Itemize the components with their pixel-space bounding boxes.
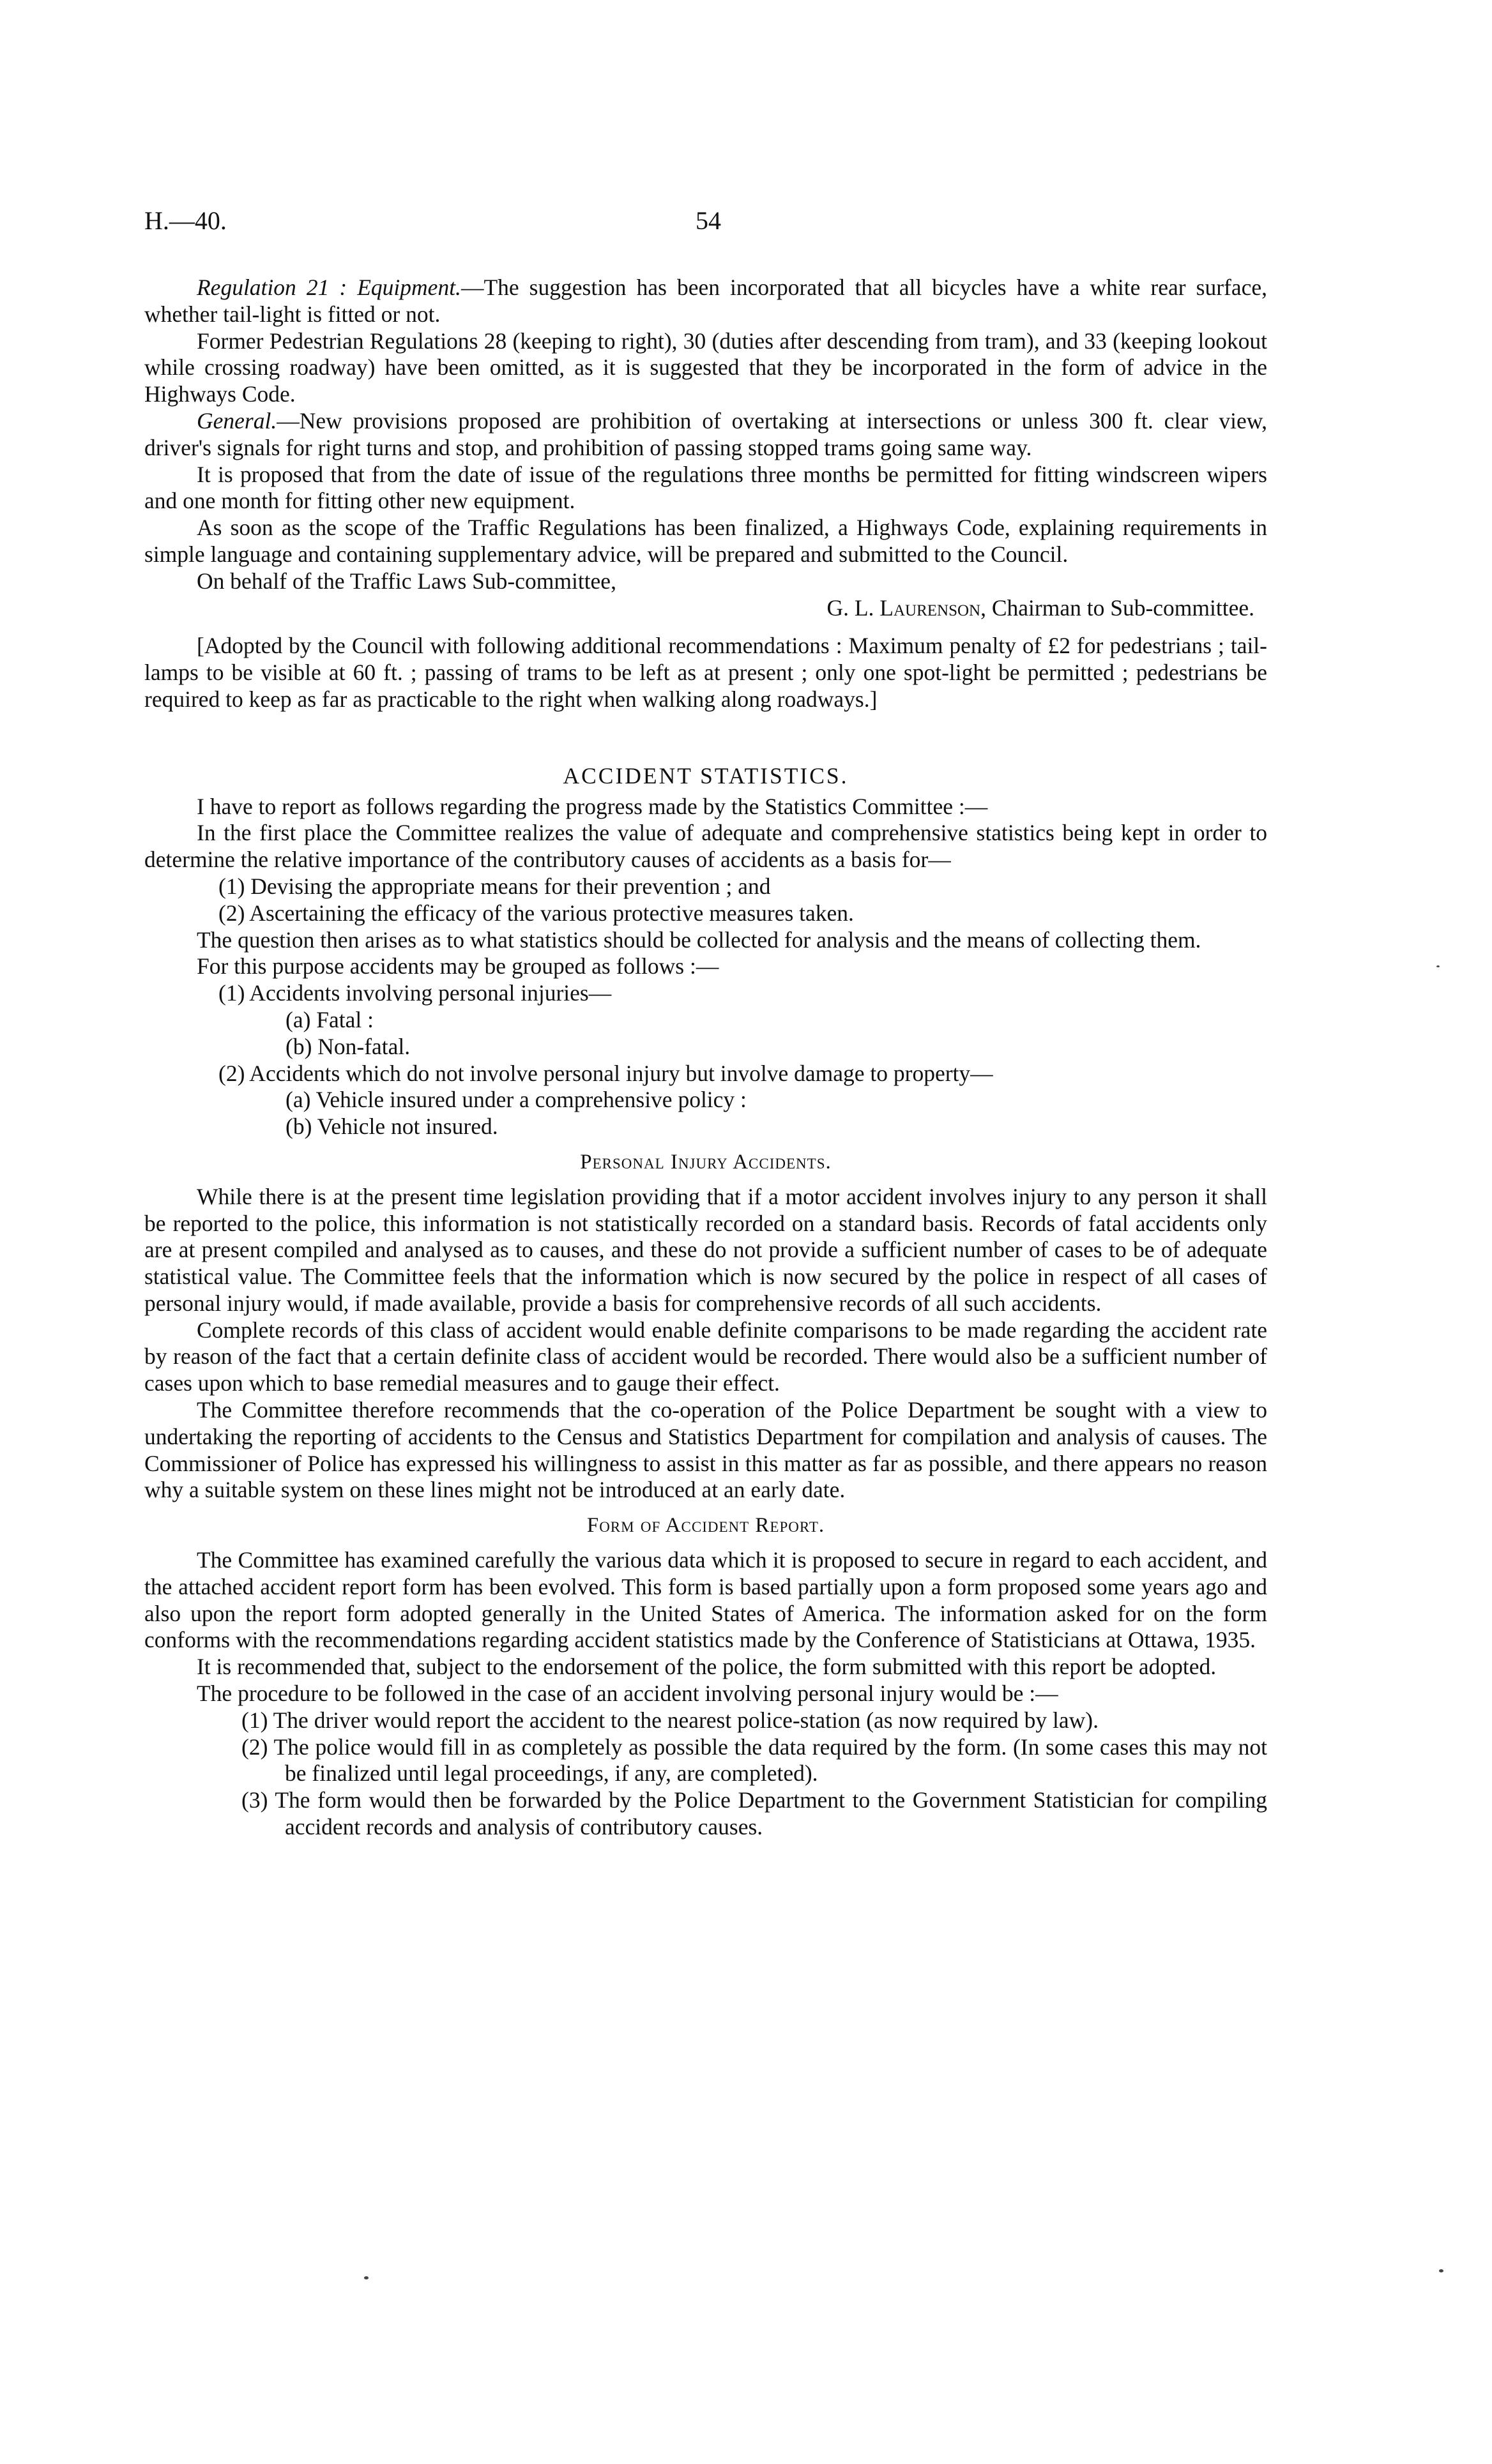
signature-title: Chairman to Sub-committee.	[991, 594, 1254, 621]
page-header	[144, 206, 1267, 244]
first-place-paragraph: In the first place the Committee realizes the value of adequate and comprehensive statistics being kept in order to determine the relative importance of the contributory causes of accidents as a basis for—	[144, 820, 1267, 873]
general-text: —New provisions proposed are prohibition of overtaking at intersections or unless 300 ft. clear view, driver's signals for right turns and stop, and prohibition of passing stopped trams going same way.	[144, 407, 1267, 460]
signature-name: G. L. Laurenson,	[826, 594, 986, 621]
group-2-a: (a) Vehicle insured under a comprehensive policy :	[285, 1087, 747, 1113]
group-1: (1) Accidents involving personal injuries—	[218, 980, 612, 1006]
regulation-21-label: Regulation 21 : Equipment.	[197, 275, 461, 300]
on-behalf-line: On behalf of the Traffic Laws Sub-committee,	[197, 568, 616, 594]
accident-statistics-heading: ACCIDENT STATISTICS.	[563, 762, 849, 789]
form-report-paragraph-3: The procedure to be followed in the case of an accident involving personal injury would be :—	[197, 1681, 1058, 1707]
form-of-report-heading: Form of Accident Report.	[586, 1514, 825, 1538]
group-1-a: (a) Fatal :	[285, 1006, 374, 1032]
regulation-21-paragraph	[144, 275, 1267, 328]
regulation-21-text: —The suggestion has been incorporated that all bicycles have a white rear surface, whether tail-light is fitted or not.	[144, 275, 1267, 327]
form-report-paragraph-2: It is recommended that, subject to the endorsement of the police, the form submitted with this report be adopted.	[197, 1654, 1217, 1680]
adopted-note: [Adopted by the Council with following additional recommendations : Maximum penalty of £2 for pedestrians ; tail-lamps to be visible at 60 ft. ; passing of trams to be left as at present ; only one spot-light be permitted ; pedestrians be required to keep as far as practicable to the right when walking along roadways.]	[144, 633, 1267, 712]
procedure-step-3: (3) The form would then be forwarded by the Police Department to the Government Statistician for compiling accident records and analysis of contributory causes.	[241, 1787, 1267, 1840]
group-2-b: (b) Vehicle not insured.	[285, 1114, 498, 1140]
group-1-b: (b) Non-fatal.	[285, 1033, 411, 1059]
signature-line	[144, 595, 1267, 622]
grouping-intro: For this purpose accidents may be grouped as follows :—	[197, 953, 719, 979]
page-body	[144, 275, 1267, 1841]
highways-code-paragraph: As soon as the scope of the Traffic Regulations has been finalized, a Highways Code, explaining requirements in simple language and containing supplementary advice, will be prepared and submitted to the Council.	[144, 515, 1267, 567]
statistics-intro: I have to report as follows regarding the progress made by the Statistics Committee :—	[197, 793, 988, 819]
general-paragraph	[144, 408, 1267, 462]
general-label: General.	[197, 407, 277, 434]
form-report-paragraph-1: The Committee has examined carefully the various data which it is proposed to secure in regard to each accident, and the attached accident report form has been evolved. This form is based partially upon a form proposed some years ago and also upon the report form adopted generally in the United States of America. The information asked for on the form conforms with the recommendations regarding accident statistics made by the Conference of Statisticians at Ottawa, 1935.	[144, 1547, 1267, 1653]
basis-item-2: (2) Ascertaining the efficacy of the various protective measures taken.	[218, 900, 854, 926]
scan-speck	[364, 2276, 369, 2279]
procedure-step-2: (2) The police would fill in as completely as possible the data required by the form. (In some cases this may not be finalized until legal proceedings, if any, are completed).	[241, 1734, 1267, 1787]
personal-injury-paragraph-3: The Committee therefore recommends that the co-operation of the Police Department be sought with a view to undertaking the reporting of accidents to the Census and Statistics Department for compilation and analysis of causes. The Commissioner of Police has expressed his willingness to assist in this matter as far as possible, and there appears no reason why a suitable system on these lines might not be introduced at an early date.	[144, 1397, 1267, 1503]
scan-speck	[1439, 2269, 1443, 2272]
wipers-paragraph: It is proposed that from the date of issue of the regulations three months be permitted for fitting windscreen wipers and one month for fitting other new equipment.	[144, 461, 1267, 514]
group-2: (2) Accidents which do not involve personal injury but involve damage to property—	[218, 1060, 993, 1086]
personal-injury-paragraph-1: While there is at the present time legislation providing that if a motor accident involves injury to any person it shall be reported to the police, this information is not statistically recorded on a standard basis. Records of fatal accidents only are at present compiled and analysed as to causes, and these do not provide a sufficient number of cases to be of adequate statistical value. The Committee feels that the information which is now secured by the police in respect of all cases of personal injury would, if made available, provide a basis for comprehensive records of all such accidents.	[144, 1183, 1267, 1316]
scan-speck	[1436, 965, 1440, 967]
procedure-step-1: (1) The driver would report the accident to the nearest police-station (as now required by law).	[241, 1707, 1099, 1733]
question-paragraph: The question then arises as to what statistics should be collected for analysis and the means of collecting them.	[197, 926, 1201, 953]
report-reference: H.—40.	[144, 206, 227, 235]
page-number: 54	[696, 206, 721, 235]
personal-injury-paragraph-2: Complete records of this class of accident would enable definite comparisons to be made regarding the accident rate by reason of the fact that a certain definite class of accident would be recorded. There would also be a sufficient number of cases upon which to base remedial measures and to gauge their effect.	[144, 1317, 1267, 1396]
personal-injury-heading: Personal Injury Accidents.	[580, 1150, 832, 1174]
pedestrian-regulations-paragraph: Former Pedestrian Regulations 28 (keeping to right), 30 (duties after descending from tram), and 33 (keeping lookout while crossing roadway) have been omitted, as it is suggested that they be incorporated in the form of advice in the Highways Code.	[144, 328, 1267, 407]
basis-item-1: (1) Devising the appropriate means for their prevention ; and	[218, 873, 771, 899]
